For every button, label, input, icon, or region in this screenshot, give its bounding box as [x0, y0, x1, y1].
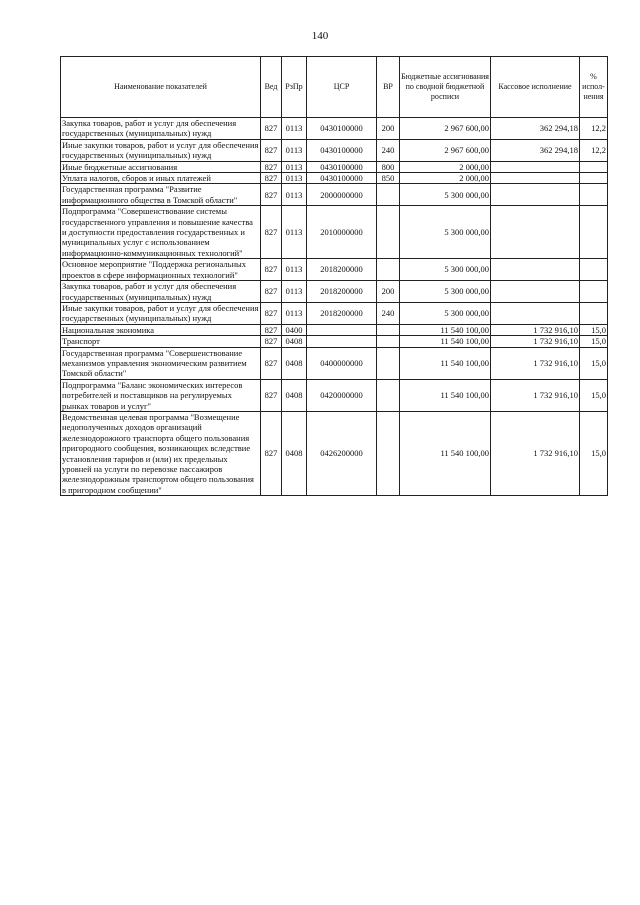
row-ved: 827: [261, 206, 282, 259]
row-rzpr: 0408: [282, 379, 307, 411]
row-cash: 362 294,18: [491, 118, 580, 140]
row-percent: [580, 173, 608, 184]
row-cash: 1 732 916,10: [491, 347, 580, 379]
table-row: [61, 118, 608, 140]
row-ved: 827: [261, 324, 282, 335]
row-vr: [377, 379, 400, 411]
row-rzpr: 0408: [282, 347, 307, 379]
row-vr: 200: [377, 281, 400, 303]
row-percent: [580, 259, 608, 281]
row-ved: 827: [261, 161, 282, 172]
row-ved: 827: [261, 379, 282, 411]
row-budget: 11 540 100,00: [400, 336, 491, 347]
header-percent: % испол-нения: [580, 57, 608, 118]
table-row: [61, 259, 608, 281]
row-percent: 12,2: [580, 118, 608, 140]
row-cash: [491, 173, 580, 184]
row-rzpr: 0400: [282, 324, 307, 335]
row-vr: 200: [377, 118, 400, 140]
row-budget: 5 300 000,00: [400, 184, 491, 206]
budget-table: [60, 56, 608, 496]
row-name: Транспорт: [61, 336, 261, 347]
row-csr: 0420000000: [307, 379, 377, 411]
row-budget: 5 300 000,00: [400, 206, 491, 259]
header-csr: ЦСР: [307, 57, 377, 118]
row-cash: [491, 281, 580, 303]
row-budget: 11 540 100,00: [400, 347, 491, 379]
row-name: Закупка товаров, работ и услуг для обеспечения государственных (муниципальных) нужд: [61, 118, 261, 140]
row-cash: 1 732 916,10: [491, 324, 580, 335]
page-number: 140: [311, 30, 329, 42]
row-percent: 12,2: [580, 139, 608, 161]
row-csr: 0430100000: [307, 161, 377, 172]
row-name: Подпрограмма "Совершенствование системы государственного управления и повышение качества и доступности предоставления государственных и муниципальных услуг с использованием информационно-коммуникационных технологий": [61, 206, 261, 259]
row-budget: 2 000,00: [400, 161, 491, 172]
row-rzpr: 0113: [282, 302, 307, 324]
row-ved: 827: [261, 302, 282, 324]
header-vr: ВР: [377, 57, 400, 118]
header-name: Наименование показателей: [61, 57, 261, 118]
table-row: [61, 184, 608, 206]
row-rzpr: 0408: [282, 336, 307, 347]
row-cash: [491, 161, 580, 172]
row-budget: 5 300 000,00: [400, 281, 491, 303]
row-rzpr: 0113: [282, 139, 307, 161]
header-rzpr: РзПр: [282, 57, 307, 118]
row-cash: [491, 206, 580, 259]
table-body: [61, 118, 608, 496]
row-ved: 827: [261, 411, 282, 495]
row-name: Ведомственная целевая программа "Возмещение недополученных доходов организаций железнодорожного транспорта общего пользования пригородного сообщения, возникающих вследствие установления тарифов и (или) их предельных уровней на услуги по перевозке пассажиров железнодорожным транспортом общего пользования в пригородном сообщении": [61, 411, 261, 495]
row-ved: 827: [261, 336, 282, 347]
row-cash: 1 732 916,10: [491, 411, 580, 495]
row-rzpr: 0113: [282, 206, 307, 259]
row-vr: 850: [377, 173, 400, 184]
row-name: Иные бюджетные ассигнования: [61, 161, 261, 172]
row-budget: 11 540 100,00: [400, 324, 491, 335]
row-cash: 1 732 916,10: [491, 336, 580, 347]
row-percent: 15,0: [580, 347, 608, 379]
header-budget: Бюджетные ассигнования по сводной бюджетной росписи: [400, 57, 491, 118]
row-budget: 11 540 100,00: [400, 411, 491, 495]
row-name: Национальная экономика: [61, 324, 261, 335]
row-name: Закупка товаров, работ и услуг для обеспечения государственных (муниципальных) нужд: [61, 281, 261, 303]
row-percent: 15,0: [580, 379, 608, 411]
table-row: [61, 206, 608, 259]
row-cash: 1 732 916,10: [491, 379, 580, 411]
row-name: Государственная программа "Совершенствование механизмов управления экономическим развитием Томской области": [61, 347, 261, 379]
row-csr: 2018200000: [307, 259, 377, 281]
header-ved: Вед: [261, 57, 282, 118]
row-name: Основное мероприятие "Поддержка региональных проектов в сфере информационных технологий": [61, 259, 261, 281]
row-budget: 2 000,00: [400, 173, 491, 184]
row-name: Государственная программа "Развитие информационного общества в Томской области": [61, 184, 261, 206]
table-row: [61, 336, 608, 347]
row-percent: [580, 161, 608, 172]
row-ved: 827: [261, 173, 282, 184]
row-csr: 2018200000: [307, 302, 377, 324]
row-cash: 362 294,18: [491, 139, 580, 161]
table-row: [61, 281, 608, 303]
row-rzpr: 0113: [282, 173, 307, 184]
row-name: Подпрограмма "Баланс экономических интересов потребителей и поставщиков на регулируемых рынках товаров и услуг": [61, 379, 261, 411]
row-percent: [580, 184, 608, 206]
row-rzpr: 0113: [282, 281, 307, 303]
row-budget: 2 967 600,00: [400, 118, 491, 140]
row-vr: [377, 347, 400, 379]
row-vr: [377, 324, 400, 335]
row-vr: [377, 259, 400, 281]
row-csr: 2018200000: [307, 281, 377, 303]
row-csr: 0400000000: [307, 347, 377, 379]
row-vr: [377, 184, 400, 206]
row-rzpr: 0113: [282, 259, 307, 281]
table-row: [61, 173, 608, 184]
row-percent: 15,0: [580, 411, 608, 495]
row-budget: 5 300 000,00: [400, 259, 491, 281]
row-budget: 2 967 600,00: [400, 139, 491, 161]
row-rzpr: 0408: [282, 411, 307, 495]
row-cash: [491, 302, 580, 324]
row-cash: [491, 259, 580, 281]
header-cash: Кассовое исполнение: [491, 57, 580, 118]
row-percent: 15,0: [580, 336, 608, 347]
row-ved: 827: [261, 118, 282, 140]
row-csr: [307, 336, 377, 347]
row-ved: 827: [261, 281, 282, 303]
row-vr: 240: [377, 302, 400, 324]
row-percent: [580, 206, 608, 259]
table-row: [61, 379, 608, 411]
row-percent: 15,0: [580, 324, 608, 335]
row-ved: 827: [261, 347, 282, 379]
row-name: Иные закупки товаров, работ и услуг для обеспечения государственных (муниципальных) нужд: [61, 139, 261, 161]
row-csr: 2000000000: [307, 184, 377, 206]
row-csr: [307, 324, 377, 335]
row-ved: 827: [261, 184, 282, 206]
row-rzpr: 0113: [282, 118, 307, 140]
table-row: [61, 161, 608, 172]
row-vr: [377, 336, 400, 347]
header-row: [61, 57, 608, 118]
row-name: Уплата налогов, сборов и иных платежей: [61, 173, 261, 184]
table-row: [61, 302, 608, 324]
row-budget: 11 540 100,00: [400, 379, 491, 411]
row-ved: 827: [261, 259, 282, 281]
row-budget: 5 300 000,00: [400, 302, 491, 324]
row-vr: 800: [377, 161, 400, 172]
row-csr: 2010000000: [307, 206, 377, 259]
row-percent: [580, 302, 608, 324]
row-rzpr: 0113: [282, 184, 307, 206]
row-name: Иные закупки товаров, работ и услуг для обеспечения государственных (муниципальных) нужд: [61, 302, 261, 324]
table-row: [61, 411, 608, 495]
row-vr: [377, 206, 400, 259]
row-vr: [377, 411, 400, 495]
row-cash: [491, 184, 580, 206]
row-csr: 0430100000: [307, 173, 377, 184]
row-csr: 0430100000: [307, 139, 377, 161]
row-percent: [580, 281, 608, 303]
row-rzpr: 0113: [282, 161, 307, 172]
table-row: [61, 324, 608, 335]
row-csr: 0426200000: [307, 411, 377, 495]
row-vr: 240: [377, 139, 400, 161]
row-ved: 827: [261, 139, 282, 161]
table-row: [61, 347, 608, 379]
row-csr: 0430100000: [307, 118, 377, 140]
table-row: [61, 139, 608, 161]
